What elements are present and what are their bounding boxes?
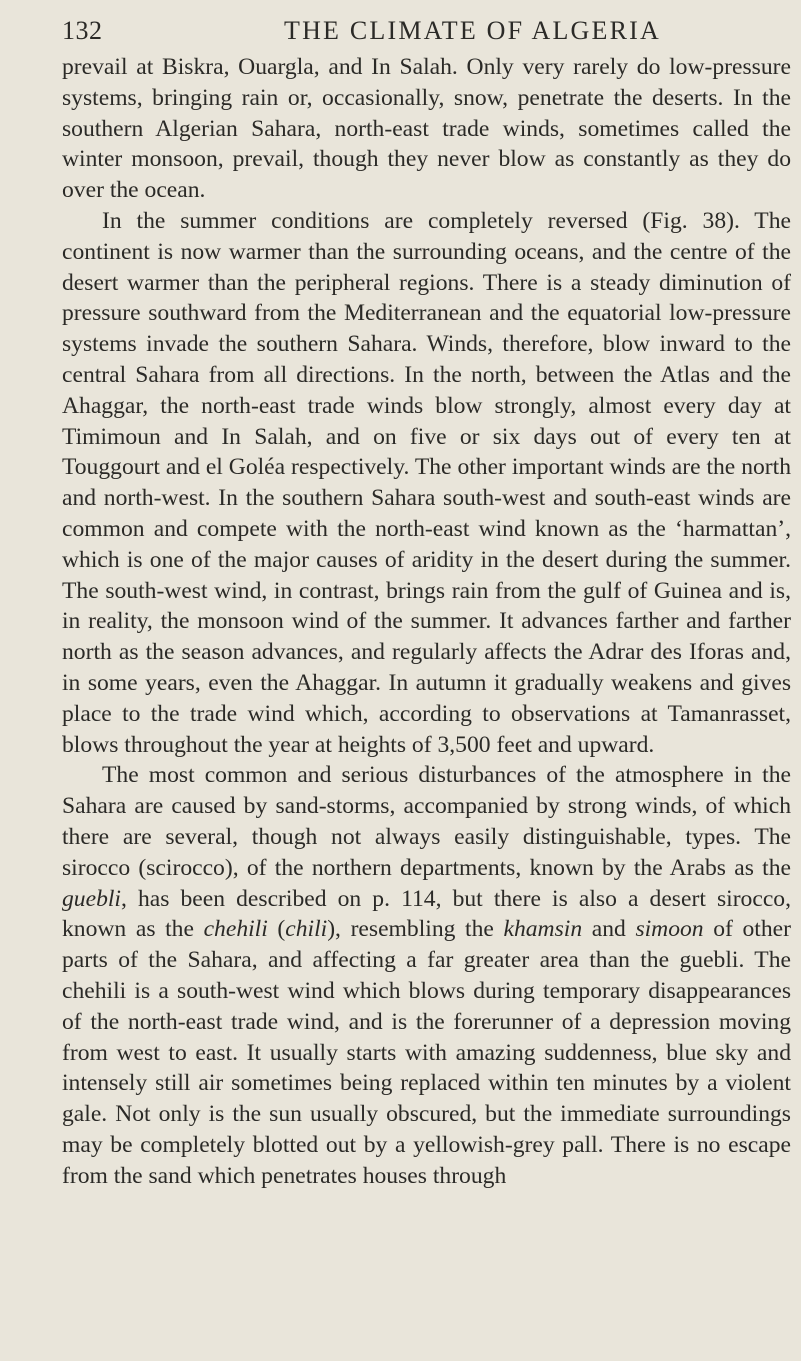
body-text <box>62 52 791 1191</box>
running-title: THE CLIMATE OF ALGERIA <box>284 16 661 45</box>
term-simoon: simoon <box>635 916 704 943</box>
paragraph-text: ( <box>267 916 286 943</box>
paragraph-text: The most common and serious disturbances of the atmosphere in the Sahara are caused by sand-storms, accompanied by strong winds, of which there are several, though not always easily distinguishable, types. The sirocco (scirocco), of the northern departments, known by the Arabs as the <box>62 762 791 881</box>
paragraph-text: prevail at Biskra, Ouargla, and In Salah. Only very rarely do low-pressure systems, bringing rain or, occasionally, snow, penetrate the deserts. In the southern Algerian Sahara, north-east trade winds, sometimes called the winter monsoon, prevail, though they never blow as constantly as they do over the ocean. <box>62 54 791 204</box>
term-chehili: chehili <box>203 916 268 943</box>
running-head <box>62 8 791 48</box>
paragraph-text: and <box>582 916 636 943</box>
paragraph-text: In the summer conditions are completely reversed (Fig. 38). The continent is now warmer than the surrounding oceans, and the centre of the desert warmer than the peripheral regions. There is a steady diminution of pressure southward from the Mediterranean and the equatorial low-pressure systems invade the southern Sahara. Winds, therefore, blow inward to the central Sahara from all directions. In the north, between the Atlas and the Ahaggar, the north-east trade winds blow strongly, almost every day at Timimoun and In Salah, and on five or six days out of every ten at Touggourt and el Goléa respectively. The other important winds are the north and north-west. In the southern Sahara south-west and south-east winds are common and compete with the north-east wind known as the ‘harmattan’, which is one of the major causes of aridity in the desert during the summer. The south-west wind, in contrast, brings rain from the gulf of Guinea and is, in reality, the monsoon wind of the summer. It advances farther and farther north as the season advances, and regularly affects the Adrar des Iforas and, in some years, even the Ahaggar. In autumn it gradually weakens and gives place to the trade wind which, according to observations at Tamanrasset, blows throughout the year at heights of 3,500 feet and upward. <box>62 207 791 758</box>
paragraph-sand-storms <box>62 760 791 1191</box>
paragraph-text: , has been described on p. 114, but there is also a desert sirocco, known as the <box>62 885 791 943</box>
paragraph-text: of other parts of the Sahara, and affecting a far greater area than the guebli. The chehili is a south-west wind which blows during temporary disappearances of the north-east trade wind, and is the forerunner of a depression moving from west to east. It usually starts with amazing suddenness, blue sky and intensely still air sometimes being replaced within ten minutes by a violent gale. Not only is the sun usually obscured, but the immediate surroundings may be completely blotted out by a yellowish-grey pall. There is no escape from the sand which penetrates houses through <box>62 916 791 1189</box>
paragraph-continuation <box>62 52 791 206</box>
term-khamsin: khamsin <box>503 916 583 943</box>
page-number: 132 <box>62 16 103 45</box>
term-guebli: guebli <box>62 885 121 912</box>
term-chili: chili <box>285 916 328 943</box>
paragraph-text: ), resembling the <box>327 916 504 943</box>
paragraph-summer-conditions <box>62 206 791 760</box>
